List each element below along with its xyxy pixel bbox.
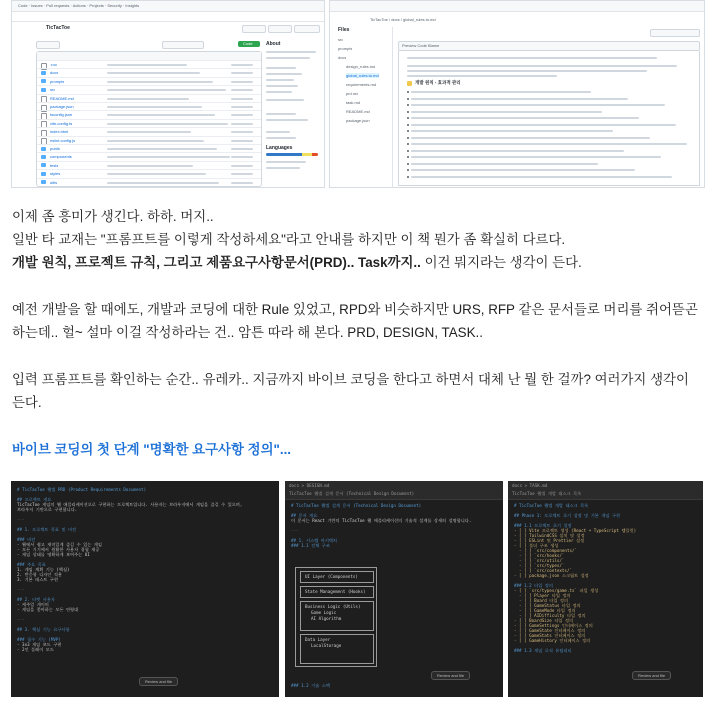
doc-text-line	[411, 130, 613, 132]
design-footer-heading: ### 1.2 기술 스택	[291, 683, 330, 688]
code-line: ## Phase 1: 프로젝트 초기 설정 및 기본 게임 구현	[514, 513, 621, 518]
bulb-icon	[407, 81, 412, 86]
diagram-label: State Management (Hooks)	[305, 589, 366, 594]
fork-button[interactable]	[268, 25, 292, 33]
design-code-screenshot	[285, 481, 503, 697]
history-button[interactable]	[650, 29, 700, 37]
code-line: ### 1.1 프로젝트 초기 설정	[514, 523, 572, 528]
commit-message	[107, 182, 219, 184]
code-line: # TicTacToe 웹앱 개발 태스크 목록	[514, 503, 589, 508]
commit-date	[231, 89, 253, 91]
file-name[interactable]: prompts	[50, 78, 65, 84]
code-line: ### 1.2 타입 정의	[514, 583, 553, 588]
file-name[interactable]: eslint.config.js	[50, 137, 76, 143]
code-line: - [ ] GameHistory 인터페이스 정의	[514, 638, 591, 643]
code-line: - [ ] Vite 프로젝트 생성 (React + TypeScript 템플릿)	[514, 528, 637, 533]
doc-breadcrumb: TicTacToe / docs / global_rules.to.md	[370, 17, 436, 22]
code-line: ### 주요 목표	[17, 562, 46, 567]
doc-text-line	[411, 143, 687, 145]
bullet	[407, 169, 409, 171]
commit-date	[231, 156, 253, 158]
commit-message	[107, 123, 228, 125]
task-code-screenshot	[508, 481, 703, 697]
tree-item[interactable]: design_rules.md	[346, 64, 376, 69]
commit-date	[231, 72, 253, 74]
code-line: - [ ] GameMode 타입 정의	[514, 608, 576, 613]
code-line: - [ ] GameState 인터페이스 정의	[514, 628, 586, 633]
code-line: - [ ] GameStatus 타입 정의	[514, 603, 581, 608]
code-line: ### 1.1 전체 구조	[291, 543, 330, 548]
bullet	[407, 150, 409, 152]
code-line: - [ ] `src/contexts/`	[514, 568, 572, 573]
bullet	[407, 104, 409, 106]
bullet	[407, 156, 409, 158]
code-line: - [ ] `src/components/`	[514, 548, 578, 553]
code-line: ---	[17, 617, 25, 622]
tree-item[interactable]: README.md	[346, 109, 370, 114]
article-text-2	[12, 298, 702, 344]
commit-message	[107, 98, 189, 100]
code-line: - 웹에서 쉽고 재미있게 즐길 수 있는 게임	[17, 542, 102, 547]
doc-toolbar	[398, 41, 700, 51]
star-button[interactable]	[294, 25, 320, 33]
commit-date	[231, 182, 253, 184]
commit-message	[107, 156, 230, 158]
commit-date	[231, 106, 253, 108]
code-line: 2. 반응형 디자인 적용	[17, 572, 62, 577]
language-bar	[266, 153, 318, 156]
design-code-text	[291, 503, 471, 548]
commit-message	[107, 148, 217, 150]
code-line: ## 1. 시스템 아키텍처	[291, 538, 337, 543]
diagram-label: LocalStorage	[311, 643, 342, 648]
code-line: TicTacToe 게임의 웹 애플리케이션으로 구현하는 프로젝트입니다. 사용자는 브라우저에서 게임을 즐길 수 있으며,	[17, 502, 243, 507]
code-line: - 모든 기기에서 원활한 사용자 경험 제공	[17, 547, 100, 552]
github-repo-screenshot	[11, 0, 325, 188]
paragraph-2-line-2: 하는데.. 헐~ 설마 이걸 작성하라는 건.. 암튼 따라 해 본다. PRD, DESIGN, TASK..	[12, 325, 483, 340]
code-line: - 게임을 좋아하는 모든 연령대	[17, 607, 79, 612]
bullet	[407, 176, 409, 178]
tree-item[interactable]: package.json	[346, 118, 370, 123]
code-line: 3. 기본 테스트 구현	[17, 577, 58, 582]
paragraph-2-line-1: 예전 개발을 할 때에도, 개발과 코딩에 대한 Rule 있었고, RPD와 비슷하지만 URS, RFP 같은 문서들로 머리를 쥐어뜯곤	[12, 302, 698, 317]
tree-item[interactable]: requirements.md	[346, 82, 377, 87]
code-line: - [ ] `src/types/`	[514, 563, 565, 568]
code-line: 브라우저 기반으로 구현합니다.	[17, 507, 78, 512]
file-row[interactable]	[37, 178, 261, 187]
code-line: - [ ] GameStats 인터페이스 정의	[514, 633, 586, 638]
code-line: ## 프로젝트 개요	[17, 497, 52, 502]
languages-label: Languages	[266, 145, 293, 151]
commit-date	[231, 81, 253, 83]
code-line: - [ ] AIDifficulty 타입 정의	[514, 613, 586, 618]
diagram-box	[300, 601, 374, 631]
about-label: About	[266, 41, 281, 47]
architecture-diagram	[295, 567, 377, 667]
design-tab-title[interactable]: TicTacToe 웹앱 설계 문서 (Technical Design Document)	[289, 491, 415, 496]
commit-message	[107, 165, 193, 167]
bullet	[407, 130, 409, 132]
folder-icon	[41, 163, 46, 167]
tree-item[interactable]: global_rules.to.md	[346, 73, 379, 78]
repo-title: TicTacToe	[46, 25, 70, 31]
code-line: 이 문서는 React 기반의 TicTacToe 웹 애플리케이션의 기술적 설계를 상세히 설명합니다.	[291, 518, 472, 523]
tree-item[interactable]: task.md	[346, 100, 361, 105]
review-file-button-2[interactable]: Review and file	[431, 671, 470, 680]
code-line: ### 비전	[17, 537, 36, 542]
doc-text-line	[411, 163, 598, 165]
review-file-button[interactable]: Review and file	[139, 677, 178, 686]
file-table	[36, 51, 262, 187]
browser-tabbar-2	[330, 1, 704, 12]
code-line: - [ ] Player 타입 정의	[514, 593, 571, 598]
doc-text-line	[411, 98, 628, 100]
bullet	[407, 137, 409, 139]
commit-message	[107, 106, 202, 108]
code-line: # TicTacToe 웹앱 PRD (Product Requirements Document)	[17, 487, 147, 492]
folder-icon	[41, 155, 46, 159]
article-text	[12, 205, 702, 274]
file-name[interactable]: tests	[50, 162, 59, 168]
file-name[interactable]: src	[50, 87, 56, 93]
file-name[interactable]: utils	[50, 179, 58, 185]
bullet	[407, 117, 409, 119]
code-line: ### 필수 기능 (MVP)	[17, 637, 61, 642]
code-line: ---	[291, 528, 299, 533]
diagram-box	[300, 634, 374, 664]
doc-heading: 개발 원칙 - 효과적 관리	[415, 80, 461, 85]
paragraph-1-line-3-rest: 이건 뭐지라는 생각이 든다.	[420, 255, 582, 270]
bullet	[407, 98, 409, 100]
commit-date	[231, 114, 253, 116]
doc-body	[398, 51, 700, 186]
prd-code-screenshot	[11, 481, 279, 697]
github-doc-screenshot	[329, 0, 705, 188]
code-line: ### 1.3 게임 로직 유틸리티	[514, 648, 572, 653]
file-name[interactable]: index.html	[50, 129, 69, 135]
folder-icon	[41, 147, 46, 151]
code-line: ---	[17, 587, 25, 592]
code-line: - [ ] TailwindCSS 설치 및 설정	[514, 533, 585, 538]
editor-tabs: docs > DESIGN.md TicTacToe 웹앱 설계 문서 (Technical Design Document)	[285, 481, 503, 500]
bold-phrase: 개발 원칙, 프로젝트 규칙, 그리고 제품요구사항문서(PRD).. Task까지..	[12, 255, 421, 270]
code-line: ## 2. 타겟 사용자	[17, 597, 55, 602]
paragraph-1-line-3	[12, 251, 702, 274]
commit-date	[231, 64, 253, 66]
file-name[interactable]: components	[50, 154, 72, 160]
doc-text-line	[411, 150, 624, 152]
code-line: - [ ] GameSettings 인터페이스 정의	[514, 623, 593, 628]
bullet	[407, 124, 409, 126]
code-line: - [ ] 폴더 구조 생성	[514, 543, 559, 548]
file-name[interactable]: package.json	[50, 104, 74, 109]
doc-text-line	[411, 156, 661, 158]
doc-text-line	[411, 111, 602, 113]
file-name[interactable]: .roo	[50, 62, 57, 67]
code-line: - [ ] ESLint 및 Prettier 설정	[514, 538, 585, 543]
go-to-file-button[interactable]	[162, 41, 204, 49]
diagram-label: AI Algorithm	[311, 616, 342, 621]
commit-date	[231, 148, 253, 150]
doc-text-line	[411, 137, 650, 139]
commit-message	[107, 131, 191, 133]
bullet	[407, 91, 409, 93]
commit-date	[231, 173, 253, 175]
diagram-box	[300, 586, 374, 598]
commit-date	[231, 131, 253, 133]
preview-tab[interactable]: Preview Code Blame	[402, 43, 440, 48]
tree-item[interactable]: src	[338, 37, 344, 42]
review-file-button-3[interactable]: Review and file	[632, 671, 671, 680]
doc-text-line	[411, 124, 676, 126]
commit-message	[107, 140, 204, 142]
file-name[interactable]: styles	[50, 171, 61, 177]
commit-date	[231, 123, 253, 125]
file-name[interactable]: public	[50, 146, 61, 151]
code-line: - [ ] package.json 스크립트 설정	[514, 573, 589, 578]
repo-nav	[12, 3, 324, 22]
code-line: - 캐주얼 게이머	[17, 602, 49, 607]
file-name[interactable]: README.md	[50, 95, 74, 101]
prd-code-text	[17, 487, 242, 652]
folder-icon	[41, 88, 46, 92]
file-name[interactable]: tsconfig.json	[50, 112, 73, 118]
folder-icon	[41, 71, 46, 75]
code-line: ## 3. 핵심 기능 요구사항	[17, 627, 70, 632]
diagram-label: Business Logic (Utils)	[305, 604, 361, 609]
bullet	[407, 143, 409, 145]
code-line: 1. 게임 계획 기능 (핵심)	[17, 567, 70, 572]
diagram-label: UI Layer (Components)	[305, 574, 358, 579]
article-text-3	[12, 368, 702, 414]
code-line: - [ ] Board 타입 정의	[514, 598, 568, 603]
latest-commit-bar	[37, 52, 261, 60]
task-code-text	[514, 503, 636, 653]
code-line: ## 문서 개요	[291, 513, 318, 518]
section-heading-link[interactable]: 바이브 코딩의 첫 단계 "명확한 요구사항 정의"...	[12, 442, 292, 457]
tree-item[interactable]: prompts	[338, 46, 353, 51]
diagram-label: Game Logic	[311, 610, 337, 615]
code-line: - [ ] `src/hooks/`	[514, 553, 565, 558]
code-line: ## 1. 프로젝트 목표 및 비전	[17, 527, 77, 532]
doc-text-line	[411, 91, 591, 93]
code-line: - [ ] BoardSize 타입 정의	[514, 618, 574, 623]
commit-message	[107, 72, 200, 74]
task-tab-title[interactable]: TicTacToe 웹앱 개발 태스크 목록	[512, 491, 582, 496]
commit-date	[231, 140, 253, 142]
branch-button[interactable]	[36, 41, 60, 49]
doc-text-line	[411, 117, 639, 119]
doc-text-line	[411, 176, 672, 178]
diagram-box	[300, 571, 374, 583]
folder-icon	[41, 172, 46, 176]
code-line: - [ ] `src/types/game.ts` 파일 생성	[514, 588, 599, 593]
paragraph-3-line-2: 든다.	[12, 395, 42, 410]
tree-item[interactable]: prd.md	[346, 91, 359, 96]
file-name[interactable]: docs	[50, 70, 59, 76]
section-heading	[12, 438, 702, 461]
bullet	[407, 111, 409, 113]
doc-text-line	[411, 169, 635, 171]
commit-message	[107, 64, 187, 66]
commit-message	[107, 114, 215, 116]
file-tree: Files src prompts docs design_rules.md global_rules.to.md requirements.md prd.md task.md README.md package.json	[334, 27, 393, 187]
code-line: ---	[17, 517, 25, 522]
bullet	[407, 163, 409, 165]
commit-message	[107, 89, 226, 91]
code-line: - 2인 플레이 모드	[17, 647, 54, 652]
folder-icon	[41, 79, 46, 83]
diagram-label: Data Layer	[305, 637, 331, 642]
paragraph-1-line-1: 이제 좀 흥미가 생긴다. 하하. 머지..	[12, 209, 214, 224]
repo-nav-tabs: Code · Issues · Pull requests · Actions · Projects · Security · Insights	[18, 3, 140, 8]
doc-text-line	[411, 104, 665, 106]
commit-date	[231, 165, 253, 167]
commit-date	[231, 98, 253, 100]
code-button[interactable]: Code	[238, 41, 260, 47]
commit-message	[107, 81, 213, 83]
watch-button[interactable]	[242, 25, 266, 33]
folder-icon	[41, 180, 46, 184]
code-line: - 게임 상태를 명확하게 보여주는 UI	[17, 552, 90, 557]
code-line: # TicTacToe 웹앱 설계 문서 (Technical Design Document)	[291, 503, 422, 508]
editor-tabs-3: docs > TASK.md TicTacToe 웹앱 개발 태스크 목록	[508, 481, 703, 500]
file-name[interactable]: vite.config.ts	[50, 120, 73, 126]
tree-item[interactable]: docs	[338, 55, 347, 60]
paragraph-3-line-1: 입력 프롬프트를 확인하는 순간.. 유레카.. 지금까지 바이브 코딩을 한다고 하면서 대체 난 뭘 한 걸까? 여러가지 생각이	[12, 372, 689, 387]
code-line: - [ ] `src/utils/`	[514, 558, 565, 563]
paragraph-1-line-2: 일반 타 교재는 "프롬프트를 이렇게 작성하세요"라고 안내를 하지만 이 책 뭔가 좀 확실히 다르다.	[12, 232, 566, 247]
commit-message	[107, 173, 206, 175]
code-line: - 3x3 게임 보드 구현	[17, 642, 62, 647]
